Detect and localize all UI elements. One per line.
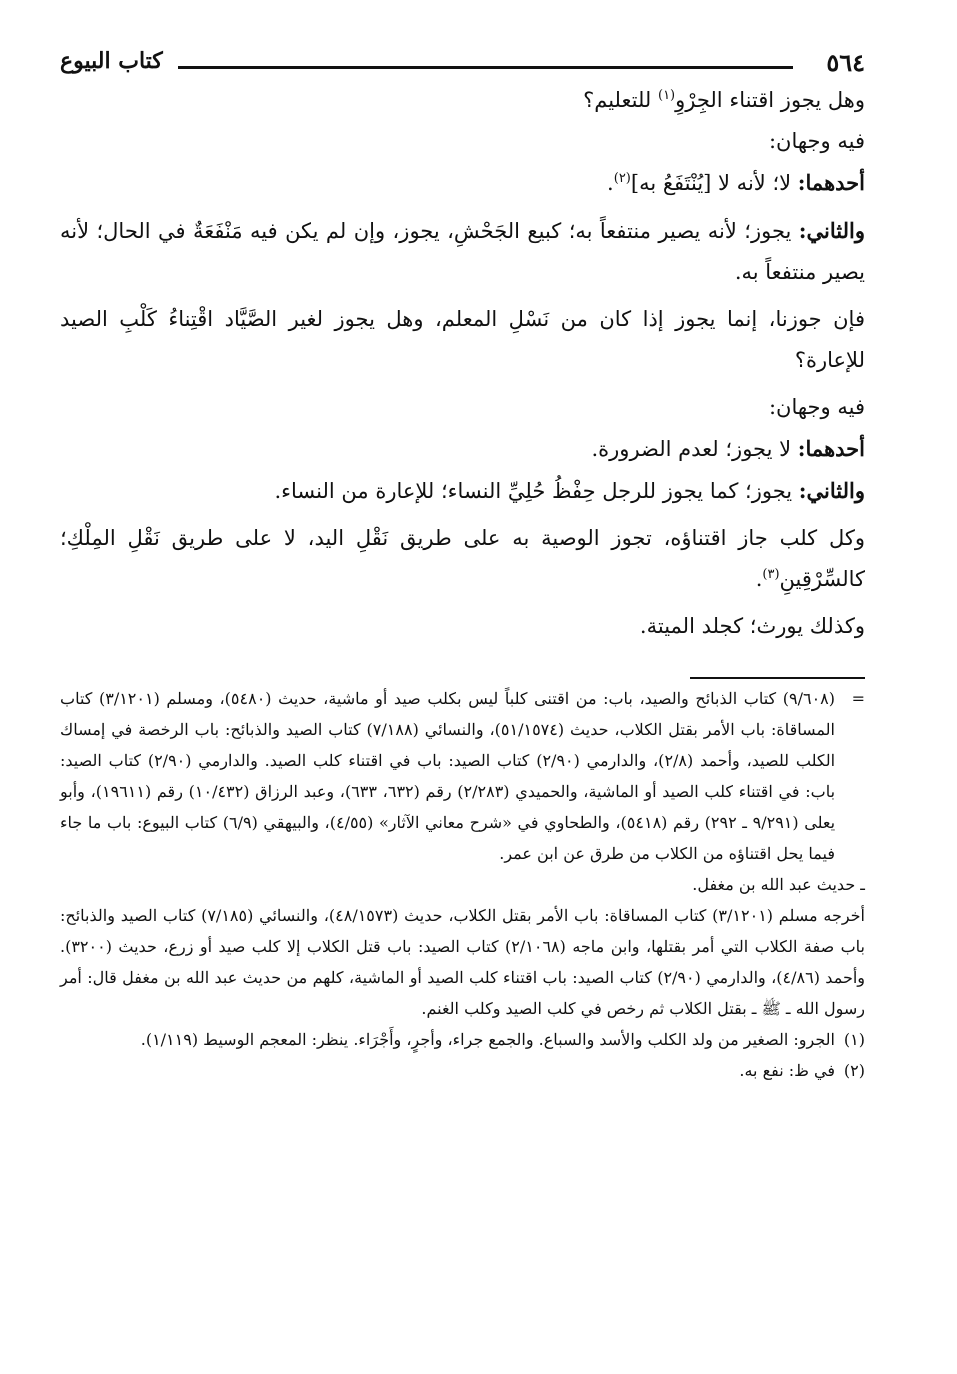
main-text — [60, 80, 865, 647]
paragraph-first-view-2 — [60, 428, 865, 470]
paragraph-second-view — [60, 210, 865, 293]
running-title: كتاب البيوع — [60, 48, 163, 74]
footnote-continuation — [60, 683, 865, 869]
paragraph-text: يجوز؛ كما يجوز للرجل حِفْظُ حُلِيِّ النساء؛ للإعارة من النساء. — [274, 479, 799, 503]
document-page — [60, 30, 865, 1086]
paragraph-lending-question: فإن جوزنا، إنما يجوز إذا كان من نَسْلِ المعلم، وهل يجوز لغير الصَّيَّاد اقْتِناءُ كَلْبِ الصيد للإعارة؟ — [60, 307, 865, 372]
paragraph-text: وهل يجوز اقتناء الجِرْوِ — [675, 88, 865, 112]
footnote-takhrij: أخرجه مسلم (٣/١٢٠١) كتاب المساقاة: باب الأمر بقتل الكلاب، حديث (٤٨/١٥٧٣)، والنسائي (٧/١٨٥) كتاب الصيد والذبائح: باب صفة الكلاب التي أمر بقتلها، وابن ماجه (٢/١٠٦٨) كتاب الصيد: باب قتل الكلاب إلا كلب صيد أو زرع، حديث (٣٢٠٠). وأحمد (٤/٨٦)، والدارمي (٢/٩٠) كتاب الصيد: باب اقتناء كلب الصيد أو الماشية، كلهم من حديث عبد الله بن مغفل قال: أمر رسول الله ـ ﷺ ـ بقتل الكلاب ثم رخص في كلب الصيد وكلب الغنم. — [60, 906, 866, 1018]
paragraph-lead: والثاني: — [798, 478, 865, 503]
paragraph-text-tail: . — [607, 171, 614, 195]
page-header — [60, 30, 865, 80]
footnote-marker: (١) — [843, 1030, 865, 1049]
paragraph-bequest — [60, 518, 865, 600]
footnote-reference[interactable]: (١) — [657, 88, 676, 103]
page-number: ٥٦٤ — [826, 48, 865, 77]
paragraph-first-view — [60, 162, 865, 204]
footnote-marker: (٢) — [843, 1061, 865, 1080]
footnote-1 — [60, 1024, 865, 1055]
header-rule — [178, 66, 793, 69]
paragraph-two-views: فيه وجهان: — [768, 129, 865, 153]
paragraph-text: لا يجوز؛ لعدم الضرورة. — [591, 437, 798, 461]
paragraph-text: يجوز؛ لأنه يصير منتفعاً به؛ كبيع الجَحْشِ، يجوز، وإن لم يكن فيه مَنْفَعَةٌ في الحال؛ لأنه يصير منتفعاً به. — [60, 219, 865, 284]
paragraph-question-puppy — [60, 80, 865, 121]
footnote-text: الجرو: الصغير من ولد الكلب والأسد والسباع. والجمع جراء، وأجرٍ، وأَجْرَاء. ينظر: المعجم الوسيط (١/١١٩). — [140, 1030, 835, 1049]
footnote-hadith-line: ـ حديث عبد الله بن مغفل. — [692, 875, 865, 894]
paragraph-lead: أحدهما: — [797, 436, 865, 461]
paragraph-text: وكل كلب جاز اقتناؤه، تجوز الوصية به على طريق نَقْلِ اليد، لا على طريق نَقْلِ المِلْكِ؛ كالسِّرْقِينِ — [60, 526, 865, 591]
footnote-text: (٩/٦٠٨) كتاب الذبائح والصيد، باب: من اقتنى كلباً ليس بكلب صيد أو ماشية، حديث (٥٤٨٠)، ومسلم (٣/١٢٠١) كتاب المساقاة: باب الأمر بقتل الكلاب، حديث (٥١/١٥٧٤)، والنسائي (٧/١٨٨) كتاب الصيد والذبائح: باب الرخصة في إمساك الكلب للصيد، وأحمد (٢/٨)، والدارمي (٢/٩٠) كتاب الصيد: باب في اقتناء كلب الصيد. والدارمي (٢/٩٠) كتاب الصيد: باب: في اقتناء كلب الصيد أو الماشية، والحميدي (٢/٢٨٣) رقم (٦٣٢، ٦٣٣)، وعبد الرزاق (١٠/٤٣٢) رقم (١٩٦١١)، وأبو يعلى (٩/٢٩١ ـ ٢٩٢) رقم (٥٤١٨)، والطحاوي في «شرح معاني الآثار» (٤/٥٥)، والبيهقي (٦/٩) كتاب البيوع: باب ما جاء فيما يحل اقتناؤه من الكلاب من طرق عن ابن عمر. — [60, 689, 836, 863]
footnotes — [60, 683, 865, 1086]
paragraph-lead: أحدهما: — [797, 170, 865, 195]
footnote-text: في ظ: نفع به. — [739, 1061, 835, 1080]
paragraph-text-tail: للتعليم؟ — [583, 88, 658, 112]
footnote-reference[interactable]: (٢) — [613, 171, 631, 186]
paragraph-text-tail: . — [755, 567, 763, 591]
paragraph-two-views-2: فيه وجهان: — [768, 395, 865, 419]
footnote-separator — [690, 677, 865, 679]
paragraph-inheritance: وكذلك يورث؛ كجلد الميتة. — [639, 614, 865, 638]
footnote-2 — [60, 1055, 865, 1086]
footnote-reference[interactable]: (٣) — [762, 567, 780, 582]
paragraph-second-view-2 — [60, 470, 865, 512]
footnote-marker: = — [851, 689, 865, 708]
paragraph-text: لا؛ لأنه لا [يُنْتَفَعُ به] — [630, 171, 798, 195]
paragraph-lead: والثاني: — [798, 218, 865, 243]
